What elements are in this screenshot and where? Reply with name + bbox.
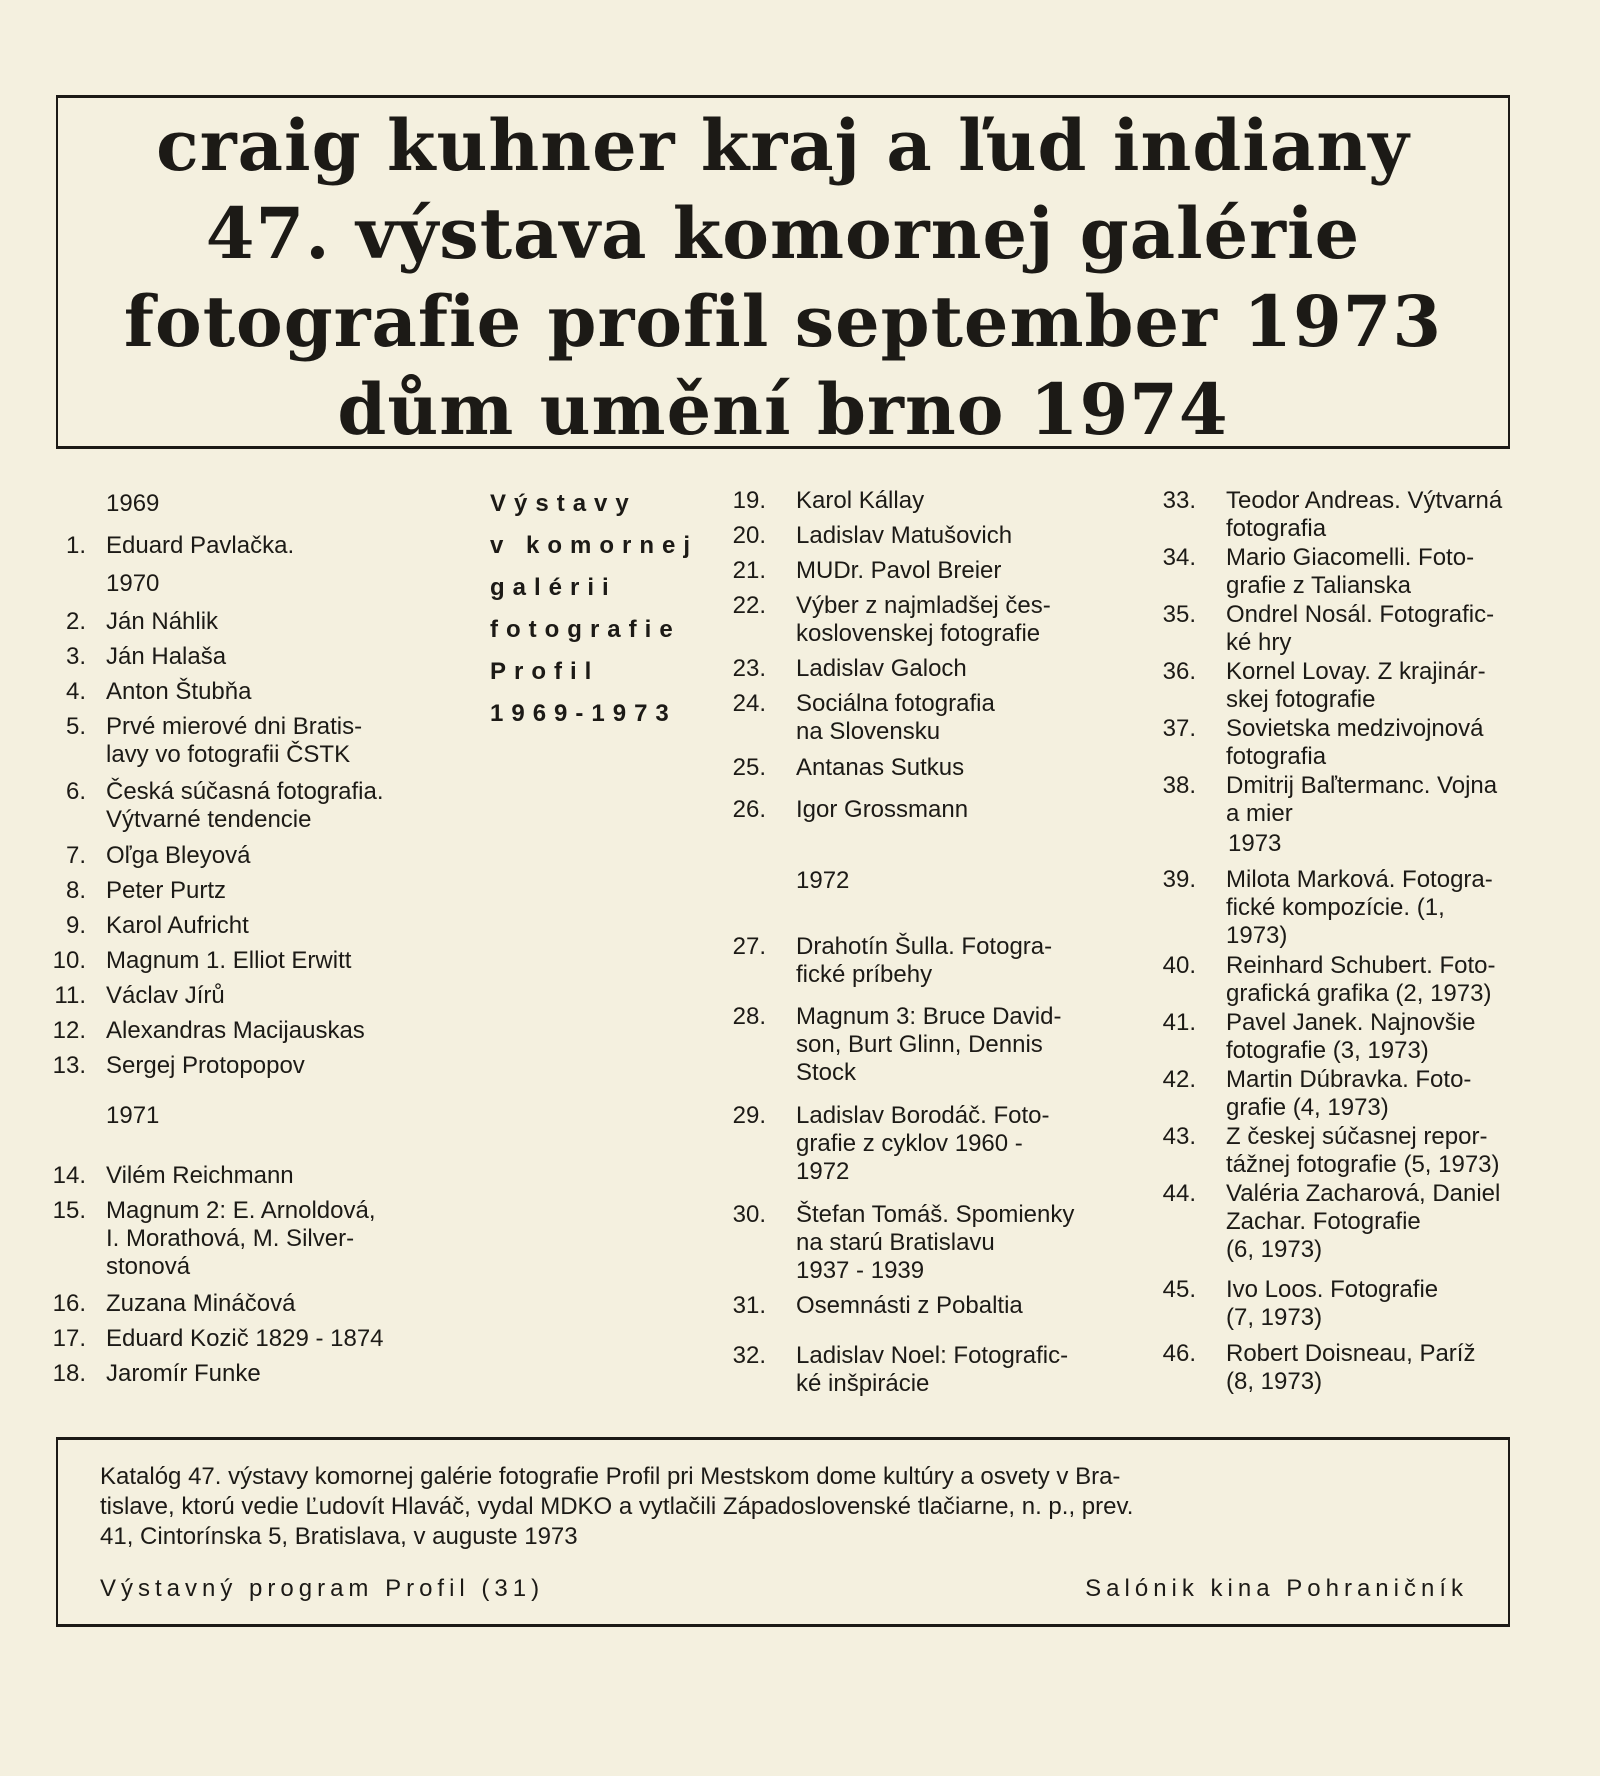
heading-line: Výstavy (490, 490, 637, 517)
item-text: Magnum 1. Elliot Erwitt (106, 947, 352, 974)
item-text: Štefan Tomáš. Spomienky (796, 1201, 1075, 1228)
title-line-3: fotografie profil september 1973 (123, 280, 1443, 363)
item-text: Ján Halaša (106, 643, 227, 670)
item-number: 31. (732, 1292, 766, 1319)
item-text-cont: son, Burt Glinn, Dennis (796, 1031, 1043, 1058)
item-text: Robert Doisneau, Paríž (1226, 1340, 1476, 1367)
item-text: Martin Dúbravka. Foto- (1226, 1066, 1472, 1093)
item-text: Ladislav Galoch (796, 655, 967, 682)
item-text-cont: ké inšpirácie (796, 1370, 930, 1397)
item-number: 8. (65, 877, 86, 904)
item-number: 3. (65, 643, 86, 670)
item-text: Alexandras Macijauskas (106, 1017, 365, 1044)
item-text: Ladislav Borodáč. Foto- (796, 1102, 1050, 1129)
item-text: Eduard Pavlačka. (106, 532, 295, 559)
item-text-cont: Stock (796, 1059, 857, 1086)
item-text: Drahotín Šulla. Fotogra- (796, 933, 1053, 960)
title-line-2: 47. výstava komornej galérie (205, 192, 1361, 275)
item-text-cont: grafie z cyklov 1960 - (796, 1130, 1023, 1157)
item-text-cont: na Slovensku (796, 718, 941, 745)
item-number: 36. (1162, 658, 1196, 685)
item-number: 41. (1162, 1009, 1196, 1036)
item-number: 10. (52, 947, 86, 974)
heading-line: fotografie (490, 616, 681, 643)
item-text-cont: fické kompozície. (1, (1226, 894, 1445, 921)
item-text-cont: fotografia (1226, 515, 1327, 542)
item-text-cont: fotografie (3, 1973) (1226, 1037, 1429, 1064)
item-text-cont: koslovenskej fotografie (796, 620, 1041, 647)
item-text: Jaromír Funke (106, 1360, 261, 1387)
item-text: Ladislav Matušovich (796, 522, 1013, 549)
item-text-cont: I. Morathová, M. Silver- (106, 1225, 355, 1252)
item-text: Sovietska medzivojnová (1226, 715, 1484, 742)
item-number: 1. (65, 532, 86, 559)
item-text: Sergej Protopopov (106, 1052, 305, 1079)
item-text-cont: (6, 1973) (1226, 1236, 1323, 1263)
item-text-cont: na starú Bratislavu (796, 1229, 995, 1256)
item-text: Prvé mierové dni Bratis- (106, 713, 363, 740)
item-text-cont: Zachar. Fotografie (1226, 1208, 1421, 1235)
item-text-cont: a mier (1226, 800, 1293, 827)
item-number: 11. (54, 982, 86, 1009)
item-number: 5. (65, 713, 86, 740)
item-text: Reinhard Schubert. Foto- (1226, 952, 1496, 979)
item-text: Karol Kállay (796, 487, 925, 514)
year-heading: 1971 (106, 1102, 160, 1129)
item-text-cont: tážnej fotografie (5, 1973) (1226, 1151, 1500, 1178)
item-text-cont: skej fotografie (1226, 686, 1376, 713)
item-number: 17. (52, 1325, 86, 1352)
item-number: 12. (52, 1017, 86, 1044)
item-number: 39. (1162, 866, 1196, 893)
item-text-cont: fické príbehy (796, 961, 933, 988)
item-text: Eduard Kozič 1829 - 1874 (106, 1325, 384, 1352)
item-number: 13. (52, 1052, 86, 1079)
item-text: Valéria Zacharová, Daniel (1226, 1180, 1501, 1207)
item-text: Ondrel Nosál. Fotografic- (1226, 601, 1495, 628)
item-text-cont: stonová (106, 1253, 191, 1280)
item-text: Igor Grossmann (796, 796, 969, 823)
item-text: Ivo Loos. Fotografie (1226, 1276, 1439, 1303)
item-text: Antanas Sutkus (796, 754, 965, 781)
item-number: 4. (65, 678, 86, 705)
item-number: 30. (732, 1201, 766, 1228)
title-line-1: craig kuhner kraj a ľud indiany (156, 104, 1410, 187)
heading-line: 1969-1973 (490, 700, 677, 727)
item-number: 6. (65, 778, 86, 805)
heading-line: Profil (490, 658, 600, 685)
item-number: 40. (1162, 952, 1196, 979)
item-text: Teodor Andreas. Výtvarná (1226, 487, 1503, 514)
item-text: Pavel Janek. Najnovšie (1226, 1009, 1476, 1036)
item-number: 7. (65, 842, 86, 869)
item-text: Anton Štubňa (106, 678, 252, 705)
item-text: Milota Marková. Fotogra- (1226, 866, 1493, 893)
item-text: Václav Jírů (106, 982, 225, 1009)
item-number: 21. (732, 557, 766, 584)
item-number: 20. (732, 522, 766, 549)
item-text-cont: (8, 1973) (1226, 1368, 1323, 1395)
item-number: 33. (1162, 487, 1196, 514)
item-text: Sociálna fotografia (796, 690, 995, 717)
year-heading: 1973 (1228, 830, 1282, 857)
item-number: 38. (1162, 772, 1196, 799)
colophon-line: Katalóg 47. výstavy komornej galérie fotografie Profil pri Mestskom dome kultúry a osvety v Bra- (100, 1463, 1121, 1490)
item-number: 42. (1162, 1066, 1196, 1093)
item-text: Vilém Reichmann (106, 1162, 294, 1189)
item-number: 34. (1162, 544, 1196, 571)
item-text: Ján Náhlik (106, 608, 219, 635)
item-text-cont: grafická grafika (2, 1973) (1226, 980, 1492, 1007)
item-number: 15. (52, 1197, 86, 1224)
item-number: 44. (1162, 1180, 1196, 1207)
item-text: Dmitrij Baľtermanc. Vojna (1226, 772, 1498, 799)
heading-line: galérii (490, 574, 617, 601)
item-number: 28. (732, 1003, 766, 1030)
item-number: 35. (1162, 601, 1196, 628)
item-number: 29. (732, 1102, 766, 1129)
year-heading: 1970 (106, 570, 160, 597)
item-number: 23. (732, 655, 766, 682)
item-number: 45. (1162, 1276, 1196, 1303)
colophon-line: tislave, ktorú vedie Ľudovít Hlaváč, vydal MDKO a vytlačili Západoslovenské tlačiarne, n. p., prev. (100, 1493, 1134, 1520)
item-text: Česká súčasná fotografia. (106, 778, 384, 805)
item-number: 18. (52, 1360, 86, 1387)
program-label: Výstavný program Profil (31) (100, 1575, 545, 1602)
title-line-4: dům umění brno 1974 (337, 368, 1229, 451)
item-text-cont: Výtvarné tendencie (106, 806, 312, 833)
item-number: 37. (1162, 715, 1196, 742)
item-text-cont: fotografia (1226, 743, 1327, 770)
item-number: 24. (732, 690, 766, 717)
item-text: MUDr. Pavol Breier (796, 557, 1002, 584)
year-heading: 1969 (106, 490, 160, 517)
item-text: Mario Giacomelli. Foto- (1226, 544, 1475, 571)
item-number: 2. (65, 608, 86, 635)
item-text-cont: lavy vo fotografii ČSTK (106, 741, 351, 768)
item-text-cont: grafie z Talianska (1226, 572, 1411, 599)
heading-line: v komornej (490, 532, 699, 559)
item-text: Karol Aufricht (106, 912, 249, 939)
title-box (56, 95, 1510, 449)
item-text-cont: (7, 1973) (1226, 1304, 1323, 1331)
colophon-text (100, 1462, 1480, 1552)
item-text: Výber z najmladšej čes- (796, 592, 1051, 619)
item-text: Magnum 2: E. Arnoldová, (106, 1197, 376, 1224)
item-text-cont: grafie (4, 1973) (1226, 1094, 1389, 1121)
item-number: 26. (732, 796, 766, 823)
item-number: 9. (65, 912, 86, 939)
year-heading: 1972 (796, 867, 850, 894)
item-text: Z českej súčasnej repor- (1226, 1123, 1488, 1150)
item-number: 27. (732, 933, 766, 960)
venue-label: Salónik kina Pohraničník (1085, 1575, 1468, 1602)
item-text-cont: ké hry (1226, 629, 1292, 656)
item-text: Peter Purtz (106, 877, 227, 904)
item-text: Osemnásti z Pobaltia (796, 1292, 1023, 1319)
item-number: 25. (732, 754, 766, 781)
item-text: Kornel Lovay. Z krajinár- (1226, 658, 1486, 685)
item-text: Oľga Bleyová (106, 842, 251, 869)
item-number: 19. (732, 487, 766, 514)
item-number: 32. (732, 1342, 766, 1369)
item-number: 14. (52, 1162, 86, 1189)
item-number: 16. (52, 1290, 86, 1317)
item-number: 22. (732, 592, 766, 619)
colophon-line: 41, Cintorínska 5, Bratislava, v auguste 1973 (100, 1523, 578, 1550)
item-text-cont: 1972 (796, 1158, 850, 1185)
colophon-box (56, 1437, 1510, 1627)
item-text-cont: 1973) (1226, 922, 1288, 949)
item-text-cont: 1937 - 1939 (796, 1257, 925, 1284)
item-text: Magnum 3: Bruce David- (796, 1003, 1062, 1030)
item-text: Zuzana Mináčová (106, 1290, 296, 1317)
item-number: 43. (1162, 1123, 1196, 1150)
item-number: 46. (1162, 1340, 1196, 1367)
item-text: Ladislav Noel: Fotografic- (796, 1342, 1069, 1369)
